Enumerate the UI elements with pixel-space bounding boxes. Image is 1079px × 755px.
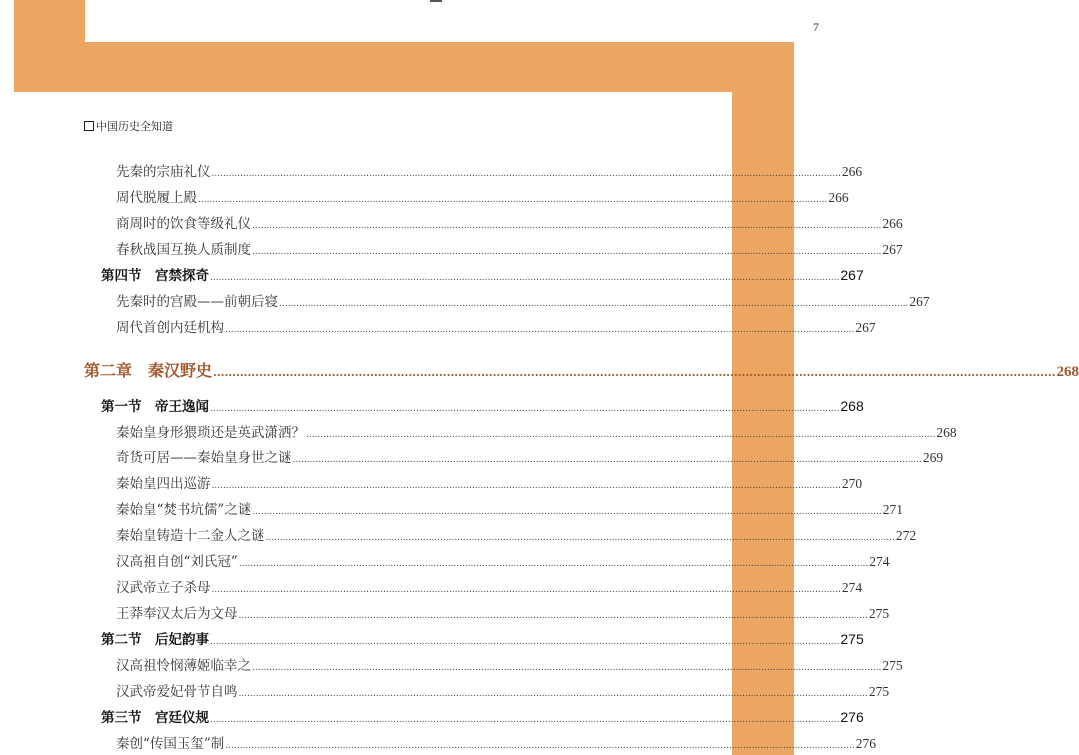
toc-section bbox=[101, 706, 864, 726]
toc-entry bbox=[116, 212, 903, 232]
previous-page-number: 7 bbox=[813, 20, 819, 34]
toc-leader-dots: ............................................................................................................................................................................................................................ bbox=[252, 507, 882, 517]
toc-entry-title: 汉高祖自创“刘氏冠” bbox=[116, 554, 238, 570]
toc-chapter-title: 第二章 秦汉野史 bbox=[84, 361, 213, 380]
toc-entry-title: 周代脱履上殿 bbox=[116, 190, 197, 206]
toc-entry-title: 周代首创内廷机构 bbox=[116, 320, 224, 336]
toc-entry bbox=[116, 550, 890, 570]
toc-entry-page: 267 bbox=[855, 320, 876, 335]
toc-entry-title: 秦始皇“焚书坑儒”之谜 bbox=[116, 502, 252, 518]
toc-entry-page: 271 bbox=[882, 502, 903, 517]
toc-entry-title: 汉武帝爱妃骨节自鸣 bbox=[116, 684, 238, 700]
toc-leader-dots: ............................................................................................................................................................................................................................ bbox=[225, 741, 855, 751]
toc-entry-page: 272 bbox=[895, 528, 917, 543]
toc-entry-page: 274 bbox=[841, 580, 863, 595]
toc-leader-dots: ............................................................................................................................................................................................................................ bbox=[252, 221, 882, 231]
toc-section-title: 第一节 帝王逸闻 bbox=[101, 399, 209, 415]
toc-section bbox=[101, 628, 864, 648]
toc-leader-dots: ............................................................................................................................................................................................................................ bbox=[210, 273, 840, 283]
toc-entry-page: 275 bbox=[868, 684, 890, 699]
toc-entry-title: 王莽奉汉太后为文母 bbox=[116, 606, 238, 622]
toc-entry-page: 268 bbox=[936, 425, 957, 440]
toc-leader-dots: ............................................................................................................................................................................................................................ bbox=[210, 715, 840, 725]
toc-entry bbox=[116, 160, 863, 180]
toc-leader-dots: ............................................................................................................................................................................................................................ bbox=[210, 637, 840, 647]
toc-section-title: 第四节 宫禁探奇 bbox=[101, 268, 209, 284]
toc-leader-dots: ............................................................................................................................................................................................................................ bbox=[265, 533, 895, 543]
toc-entry bbox=[116, 498, 903, 518]
toc-entry bbox=[116, 576, 863, 596]
toc-entry-page: 267 bbox=[882, 242, 903, 257]
toc-entry bbox=[116, 316, 876, 336]
toc-leader-dots: ............................................................................................................................................................................................................................ bbox=[306, 430, 936, 440]
toc-entry bbox=[116, 446, 944, 466]
toc-leader-dots: ............................................................................................................................................................................................................................ bbox=[198, 195, 828, 205]
toc-entry bbox=[116, 732, 876, 752]
toc-entry-title: 秦始皇身形猥琐还是英武潇洒？ bbox=[116, 425, 305, 441]
toc-leader-dots: ............................................................................................................................................................................................................................ bbox=[279, 299, 909, 309]
toc-entry-title: 商周时的饮食等级礼仪 bbox=[116, 216, 251, 232]
toc-entry-page: 267 bbox=[909, 294, 930, 309]
toc-entry-page: 274 bbox=[869, 554, 890, 569]
toc-section-page: 275 bbox=[840, 631, 864, 647]
toc-entry-title: 先秦的宗庙礼仪 bbox=[116, 164, 211, 180]
toc-leader-dots: ............................................................................................................................................................................................................................ bbox=[238, 559, 869, 569]
previous-page-mark bbox=[430, 0, 442, 2]
toc-entry bbox=[116, 421, 957, 441]
toc-section-title: 第二节 后妃韵事 bbox=[101, 632, 209, 648]
toc-section bbox=[101, 395, 864, 415]
toc-entry-page: 275 bbox=[868, 606, 890, 621]
toc-entry bbox=[116, 290, 930, 310]
toc-entry-title: 先秦时的宫殿——前朝后寝 bbox=[116, 294, 278, 310]
toc-section bbox=[101, 264, 864, 284]
toc-leader-dots: ............................................................................................................................................................................................................................ bbox=[238, 611, 868, 621]
toc-entry bbox=[116, 602, 890, 622]
toc-entry-page: 275 bbox=[882, 658, 903, 673]
toc-leader-dots: ............................................................................................................................................................................................................................ bbox=[238, 689, 868, 699]
toc-entry-page: 266 bbox=[828, 190, 849, 205]
toc-leader-dots: ............................................................................................................................................................................................................................ bbox=[225, 325, 855, 335]
header-title: 中国历史全知道 bbox=[96, 120, 173, 133]
toc-leader-dots: ............................................................................................................................................................................................................................ bbox=[213, 366, 1056, 379]
running-header bbox=[84, 118, 173, 134]
toc-entry-title: 汉高祖怜悯薄姬临幸之 bbox=[116, 658, 251, 674]
previous-page-strip bbox=[85, 0, 819, 42]
toc-entry-page: 269 bbox=[922, 450, 944, 465]
header-box-icon bbox=[84, 121, 94, 131]
toc-entry bbox=[116, 654, 903, 674]
toc-entry-page: 266 bbox=[841, 164, 863, 179]
toc-entry-title: 秦始皇四出巡游 bbox=[116, 476, 211, 492]
toc-leader-dots: ............................................................................................................................................................................................................................ bbox=[211, 169, 841, 179]
toc-entry-page: 266 bbox=[882, 216, 903, 231]
toc-leader-dots: ............................................................................................................................................................................................................................ bbox=[211, 481, 841, 491]
toc-section-title: 第三节 宫廷仪规 bbox=[101, 710, 209, 726]
toc-leader-dots: ............................................................................................................................................................................................................................ bbox=[252, 663, 882, 673]
toc-entry bbox=[116, 186, 849, 206]
toc-leader-dots: ............................................................................................................................................................................................................................ bbox=[210, 404, 840, 414]
toc-entry-page: 276 bbox=[855, 736, 876, 751]
toc-entry-page: 270 bbox=[841, 476, 863, 491]
toc-chapter-page: 268 bbox=[1056, 364, 1079, 380]
toc-entry bbox=[116, 680, 890, 700]
toc-section-page: 267 bbox=[840, 267, 864, 283]
toc-entry bbox=[116, 472, 863, 492]
toc-leader-dots: ............................................................................................................................................................................................................................ bbox=[211, 585, 841, 595]
toc-entry-title: 春秋战国互换人质制度 bbox=[116, 242, 251, 258]
toc-entry bbox=[116, 524, 917, 544]
toc-leader-dots: ............................................................................................................................................................................................................................ bbox=[252, 247, 882, 257]
toc-chapter bbox=[84, 358, 1079, 381]
toc-entry-title: 奇货可居——秦始皇身世之谜 bbox=[116, 450, 292, 466]
toc-section-page: 268 bbox=[840, 398, 864, 414]
toc-leader-dots: ............................................................................................................................................................................................................................ bbox=[292, 455, 922, 465]
toc-section-page: 276 bbox=[840, 709, 864, 725]
toc-entry-title: 秦创“传国玉玺”制 bbox=[116, 736, 225, 752]
toc-entry-title: 秦始皇铸造十二金人之谜 bbox=[116, 528, 265, 544]
toc-entry-title: 汉武帝立子杀母 bbox=[116, 580, 211, 596]
toc-entry bbox=[116, 238, 903, 258]
